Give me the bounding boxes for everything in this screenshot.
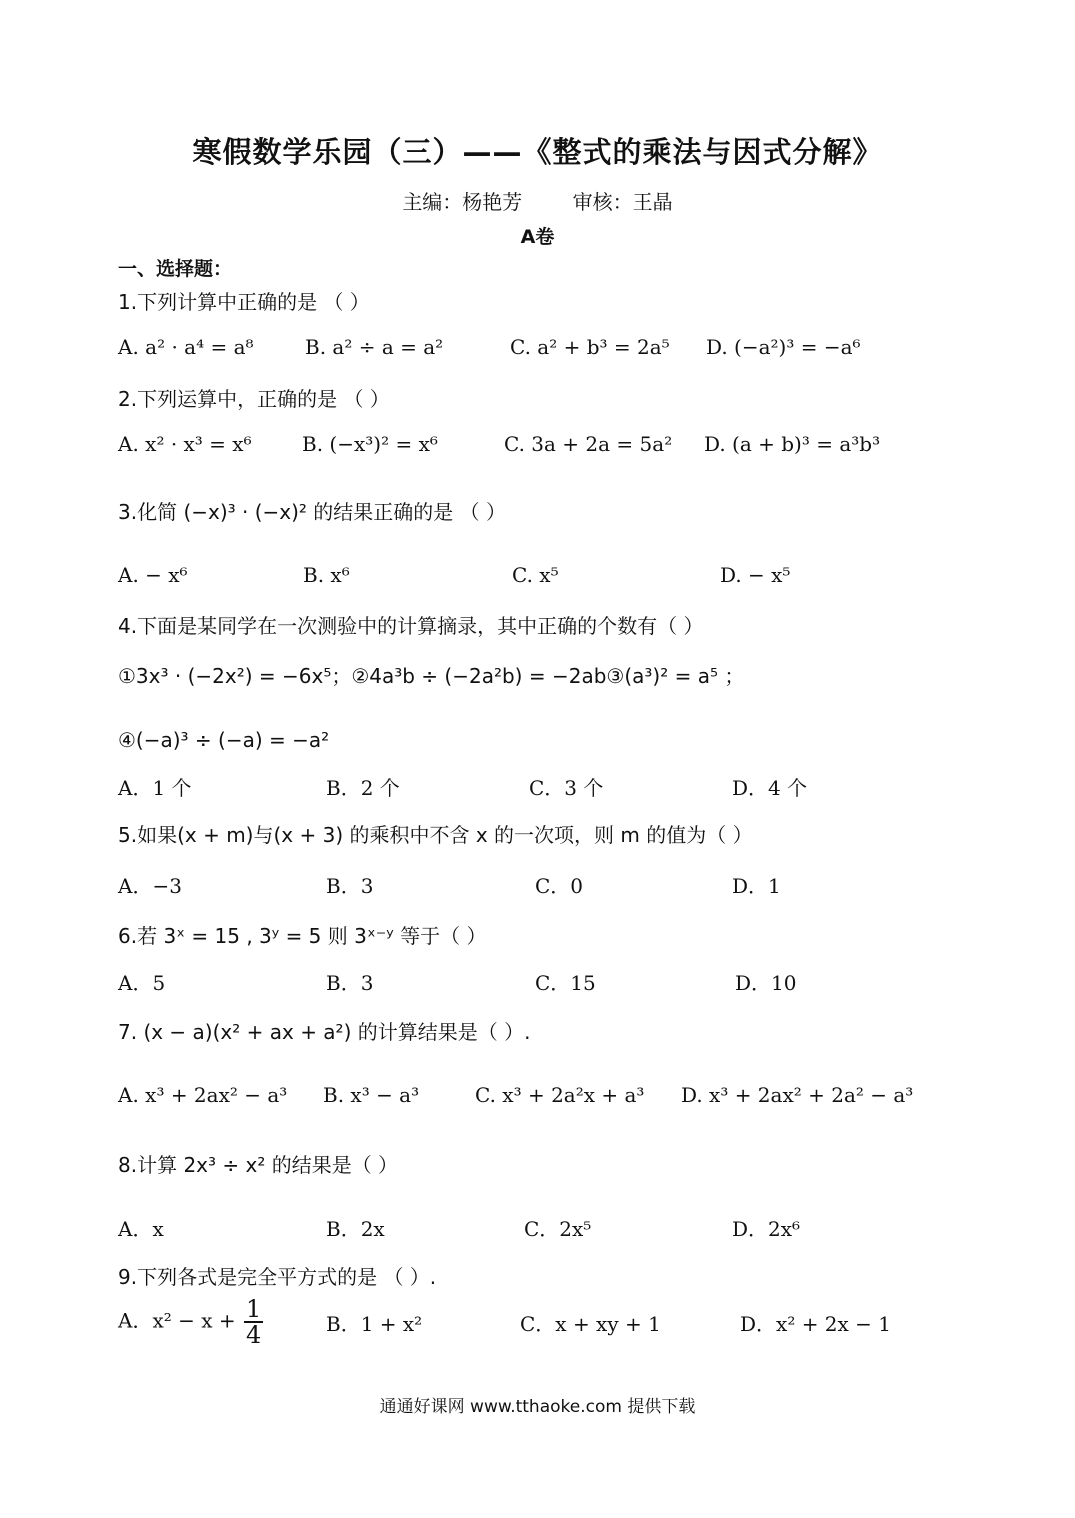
option: C．3 个	[529, 776, 604, 800]
option: D. (−a²)³ = −a⁶	[706, 335, 861, 359]
option: C．0	[535, 874, 584, 898]
footer-credit: 通通好课网 www.tthaoke.com 提供下载	[379, 1397, 696, 1417]
option: B．2x	[326, 1217, 385, 1241]
fraction-denominator: 4	[245, 1321, 262, 1349]
question-stem: 2.下列运算中，正确的是 （ ）	[118, 387, 390, 411]
volume-label: A卷	[520, 226, 555, 248]
option: D. − x⁵	[720, 563, 791, 587]
option: C．15	[535, 971, 596, 995]
option: D．x² + 2x − 1	[740, 1312, 892, 1336]
option: A. a² · a⁴ = a⁸	[118, 335, 254, 359]
editor-label: 主编：杨艳芳	[402, 190, 523, 214]
document-title: 寒假数学乐园（三）——《整式的乘法与因式分解》	[192, 135, 883, 169]
question-stem: 6.若 3ˣ = 15 , 3ʸ = 5 则 3ˣ⁻ʸ 等于（ ）	[118, 924, 487, 948]
document-meta	[0, 186, 1075, 215]
question-stem: 4.下面是某同学在一次测验中的计算摘录，其中正确的个数有（ ）	[118, 614, 704, 638]
option: B．3	[326, 874, 374, 898]
option: D．1	[732, 874, 781, 898]
section-heading: 一、选择题：	[118, 258, 233, 280]
question-stem: 3.化简 (−x)³ · (−x)² 的结果正确的是 （ ）	[118, 500, 507, 524]
fraction-numerator: 1	[245, 1295, 262, 1323]
option: D．2x⁶	[732, 1217, 801, 1241]
option-text: A．x² − x +	[118, 1308, 242, 1333]
option: A. − x⁶	[118, 563, 188, 587]
option	[118, 1297, 263, 1347]
option: A．−3	[118, 874, 182, 898]
option: A．x	[118, 1217, 164, 1241]
option: D. x³ + 2ax² + 2a² − a³	[681, 1083, 914, 1107]
option: D．10	[735, 971, 797, 995]
option: A. x² · x³ = x⁶	[118, 432, 252, 456]
question-expression: ④(−a)³ ÷ (−a) = −a²	[118, 728, 330, 752]
option: C. x⁵	[512, 563, 559, 587]
option: B. x⁶	[303, 563, 350, 587]
option: B. a² ÷ a = a²	[305, 335, 444, 359]
option: D．4 个	[732, 776, 808, 800]
question-expression: ①3x³ · (−2x²) = −6x⁵；②4a³b ÷ (−2a²b) = −2ab③(a³)² = a⁵ ；	[118, 664, 745, 688]
option: C．x + xy + 1	[520, 1312, 661, 1336]
option: D. (a + b)³ = a³b³	[704, 432, 881, 456]
option: A．1 个	[118, 776, 192, 800]
option: A. x³ + 2ax² − a³	[118, 1083, 288, 1107]
question-stem: 1.下列计算中正确的是 （ ）	[118, 290, 370, 314]
option: B．1 + x²	[326, 1312, 423, 1336]
question-stem: 9.下列各式是完全平方式的是 （ ）.	[118, 1265, 437, 1289]
option: C. x³ + 2a²x + a³	[475, 1083, 645, 1107]
option: B．2 个	[326, 776, 400, 800]
option: C. a² + b³ = 2a⁵	[510, 335, 670, 359]
option: C．2x⁵	[524, 1217, 592, 1241]
option: B. x³ − a³	[323, 1083, 420, 1107]
reviewer-label: 审核：王晶	[572, 190, 673, 214]
question-stem: 7. (x − a)(x² + ax + a²) 的计算结果是（ ）.	[118, 1020, 531, 1044]
option: B. (−x³)² = x⁶	[302, 432, 438, 456]
question-stem: 5.如果(x + m)与(x + 3) 的乘积中不含 x 的一次项，则 m 的值为（ ）	[118, 823, 753, 847]
option: B．3	[326, 971, 374, 995]
fraction	[244, 1297, 263, 1347]
question-stem: 8.计算 2x³ ÷ x² 的结果是（ ）	[118, 1153, 399, 1177]
option: C. 3a + 2a = 5a²	[504, 432, 673, 456]
option: A．5	[118, 971, 166, 995]
